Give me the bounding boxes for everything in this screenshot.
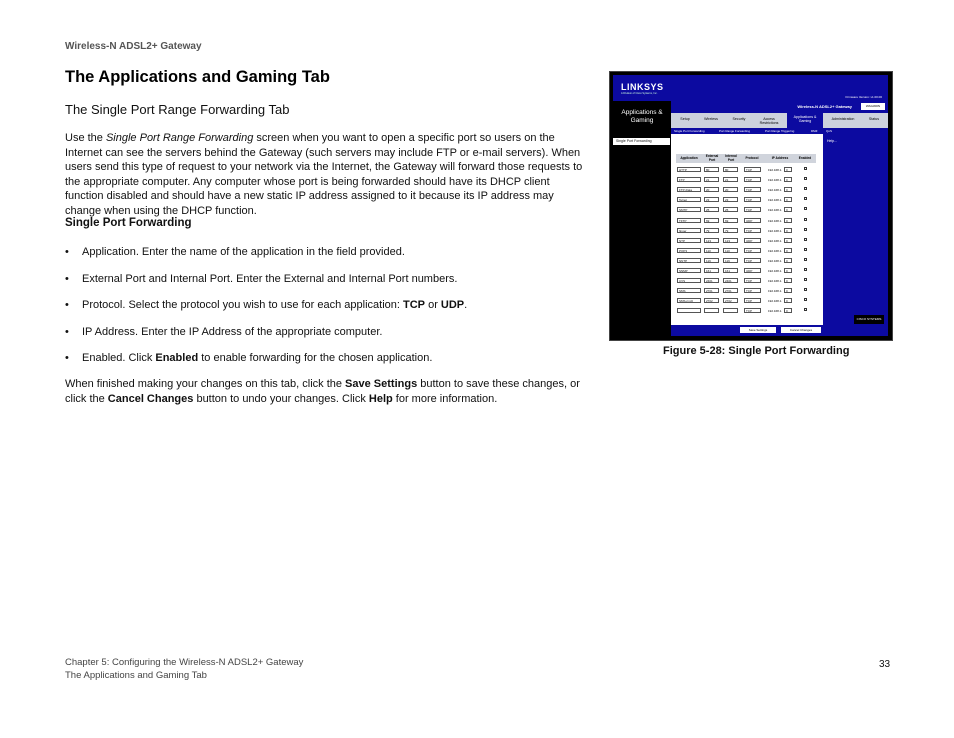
- application-input[interactable]: HTTP: [677, 167, 701, 172]
- screenshot-logo-bar: [613, 75, 888, 101]
- protocol-select[interactable]: TCP: [744, 167, 761, 172]
- application-input[interactable]: FTP-Data: [677, 187, 701, 192]
- application-input[interactable]: finger: [677, 228, 701, 233]
- enabled-checkbox[interactable]: [804, 207, 807, 210]
- subtab-port-range-forwarding[interactable]: Port Range Forwarding: [719, 129, 751, 133]
- ip-address-prefix: 192.168.1.: [768, 208, 783, 213]
- ip-address-input[interactable]: 0: [784, 207, 792, 212]
- section-label: Applications & Gaming: [621, 109, 663, 124]
- ip-address-prefix: 192.168.1.: [768, 188, 783, 193]
- intro-paragraph: Use the Single Port Range Forwarding screen when you want to open a specific port so users on the Internet can see the servers behind the Gateway (such servers may include FTP or e-mail servers). When users send this type of request to your network via the Internet, the Gateway will forward those requests to the appropriate computer. Any computer whose port is being forwarded should have its DHCP client function disabled and should have a new static IP address assigned to it because its IP address may change when using the DHCP function.: [65, 132, 583, 217]
- table-row: [676, 306, 816, 316]
- ip-address-input[interactable]: 0: [784, 298, 792, 303]
- enabled-checkbox[interactable]: [804, 278, 807, 281]
- table-row: [676, 216, 816, 226]
- protocol-select[interactable]: TCP: [744, 207, 761, 212]
- internal-port-input[interactable]: 119: [723, 258, 738, 263]
- external-port-input[interactable]: [704, 308, 719, 313]
- side-section-label: Single Port Forwarding: [613, 138, 670, 145]
- ip-address-prefix: 192.168.1.: [768, 168, 783, 172]
- running-footer: [65, 657, 303, 682]
- list-item: • Application. Enter the name of the application in the field provided.: [65, 246, 405, 258]
- save-settings-button[interactable]: Save Settings: [740, 327, 776, 333]
- ip-address-input[interactable]: 0: [784, 288, 792, 293]
- application-input[interactable]: SMS: [677, 288, 701, 293]
- application-input[interactable]: FTP: [677, 177, 701, 182]
- ip-address-prefix: 192.168.1.: [768, 279, 783, 284]
- ip-address-prefix: 192.168.1.: [768, 228, 783, 233]
- application-input[interactable]: NNTP: [677, 258, 701, 263]
- product-name: Wireless-N ADSL2+ Gateway: [797, 104, 852, 109]
- ip-address-prefix: 192.168.1.: [768, 258, 783, 263]
- table-row: [676, 205, 816, 215]
- field-description-list: [65, 245, 590, 378]
- forwarding-table-area: [671, 134, 823, 331]
- protocol-select[interactable]: TCP: [744, 248, 761, 253]
- help-panel: [823, 134, 888, 331]
- enabled-checkbox[interactable]: [804, 268, 807, 271]
- enabled-checkbox[interactable]: [804, 177, 807, 180]
- subtab-dmz[interactable]: DMZ: [811, 129, 818, 133]
- external-port-input[interactable]: 25: [704, 207, 719, 212]
- application-input[interactable]: Telnet: [677, 197, 701, 202]
- ip-address-input[interactable]: 0: [784, 187, 792, 192]
- table-row: [676, 296, 816, 306]
- enabled-checkbox[interactable]: [804, 187, 807, 190]
- enabled-checkbox[interactable]: [804, 228, 807, 231]
- enabled-checkbox[interactable]: [804, 248, 807, 251]
- external-port-input[interactable]: 110: [704, 248, 719, 253]
- table-row: [676, 246, 816, 256]
- internal-port-input[interactable]: [723, 308, 738, 313]
- enabled-checkbox[interactable]: [804, 308, 807, 311]
- ip-address-prefix: 192.168.1.: [768, 269, 783, 273]
- col-protocol: Protocol: [745, 156, 759, 160]
- subtab-qos[interactable]: QoS: [826, 129, 833, 133]
- ip-address-input[interactable]: 0: [784, 197, 792, 202]
- tab-setup[interactable]: Setup: [680, 117, 690, 121]
- protocol-select[interactable]: TCP: [744, 228, 761, 233]
- internal-port-input[interactable]: 110: [723, 248, 738, 253]
- page-title: The Applications and Gaming Tab: [65, 68, 330, 86]
- col-external-port: External Port: [705, 154, 719, 162]
- tab-status[interactable]: Status: [868, 117, 880, 121]
- table-row: [676, 185, 816, 195]
- internal-port-input[interactable]: 2702: [723, 298, 738, 303]
- external-port-input[interactable]: 23: [704, 197, 719, 202]
- ip-address-input[interactable]: 0: [784, 177, 792, 182]
- application-input[interactable]: SNMP: [677, 268, 701, 273]
- table-row: [676, 266, 816, 276]
- external-port-input[interactable]: 21: [704, 177, 719, 182]
- internal-port-input[interactable]: 69: [723, 218, 738, 223]
- external-port-input[interactable]: 20: [704, 187, 719, 192]
- table-row: [676, 195, 816, 205]
- external-port-input[interactable]: 119: [704, 258, 719, 263]
- internal-port-input[interactable]: 123: [723, 238, 738, 243]
- tab-wireless[interactable]: Wireless: [704, 117, 718, 121]
- protocol-select[interactable]: TCP: [744, 177, 761, 182]
- external-port-input[interactable]: 161: [704, 268, 719, 273]
- internal-port-input[interactable]: 21: [723, 177, 738, 182]
- internal-port-input[interactable]: 161: [723, 268, 738, 273]
- linksys-logo: LINKSYS: [621, 82, 664, 92]
- enabled-checkbox[interactable]: [804, 197, 807, 200]
- external-port-input[interactable]: 2702: [704, 298, 719, 303]
- closing-paragraph: When finished making your changes on this tab, click the Save Settings button to save these changes, or click the Cancel Changes button to undo your changes. Click Help for more information.: [65, 378, 580, 405]
- page-number: 33: [879, 659, 891, 670]
- protocol-select[interactable]: UDP: [744, 268, 761, 273]
- enabled-checkbox[interactable]: [804, 218, 807, 221]
- protocol-select[interactable]: TCP: [744, 288, 761, 293]
- enabled-checkbox[interactable]: [804, 238, 807, 241]
- ip-address-input[interactable]: 0: [784, 218, 792, 223]
- section-title: Single Port Forwarding: [65, 217, 192, 229]
- application-input[interactable]: TFTP: [677, 218, 701, 223]
- tab-security[interactable]: Security: [732, 117, 746, 121]
- ip-address-input[interactable]: 0: [784, 228, 792, 233]
- page-subtitle: The Single Port Range Forwarding Tab: [65, 102, 290, 117]
- figure-screenshot: [609, 71, 893, 341]
- enabled-checkbox[interactable]: [804, 298, 807, 301]
- protocol-select[interactable]: TCP: [744, 278, 761, 283]
- running-header: Wireless-N ADSL2+ Gateway: [65, 41, 202, 52]
- cancel-changes-button[interactable]: Cancel Changes: [781, 327, 821, 333]
- internal-port-input[interactable]: 25: [723, 207, 738, 212]
- tab-applications-gaming[interactable]: Applications & Gaming: [787, 113, 823, 128]
- protocol-select[interactable]: TCP: [744, 308, 761, 313]
- ip-address-input[interactable]: 0: [784, 248, 792, 253]
- col-application: Application: [680, 156, 698, 160]
- tab-administration[interactable]: Administration: [831, 117, 855, 121]
- external-port-input[interactable]: 2701: [704, 288, 719, 293]
- ip-address-prefix: 192.168.1.: [768, 309, 783, 314]
- internal-port-input[interactable]: 23: [723, 197, 738, 202]
- product-bar: [671, 101, 888, 113]
- ip-address-prefix: 192.168.1.: [768, 299, 783, 304]
- ip-address-input[interactable]: 0: [784, 167, 792, 172]
- model-number: WAG300N: [861, 103, 885, 110]
- ip-address-prefix: 192.168.1.: [768, 238, 783, 243]
- ip-address-input[interactable]: 0: [784, 308, 792, 313]
- protocol-select[interactable]: TCP: [744, 258, 761, 263]
- subtab-single-port-forwarding[interactable]: Single Port Forwarding: [674, 129, 705, 133]
- external-port-input[interactable]: 80: [704, 167, 719, 172]
- col-internal-port: Internal Port: [725, 154, 737, 162]
- col-ip-address: IP Address: [771, 156, 789, 160]
- table-row: [676, 236, 816, 246]
- enabled-checkbox[interactable]: [804, 167, 807, 170]
- internal-port-input[interactable]: 20: [723, 187, 738, 192]
- ip-address-input[interactable]: 0: [784, 238, 792, 243]
- figure-caption: Figure 5-28: Single Port Forwarding: [663, 345, 850, 357]
- application-input[interactable]: CVS: [677, 278, 701, 283]
- help-link[interactable]: Help...: [827, 139, 838, 143]
- internal-port-input[interactable]: 79: [723, 228, 738, 233]
- subtab-port-range-triggering[interactable]: Port Range Triggering: [765, 129, 795, 133]
- ip-address-prefix: 192.168.1.: [768, 198, 783, 203]
- list-item: • Enabled. Click Enabled to enable forwarding for the chosen application.: [65, 352, 433, 364]
- table-row: [676, 276, 816, 286]
- external-port-input[interactable]: 79: [704, 228, 719, 233]
- table-row: [676, 165, 816, 175]
- external-port-input[interactable]: 69: [704, 218, 719, 223]
- protocol-select[interactable]: UDP: [744, 218, 761, 223]
- application-input[interactable]: SMTP: [677, 207, 701, 212]
- list-item: • IP Address. Enter the IP Address of the appropriate computer.: [65, 325, 383, 338]
- application-input[interactable]: SMS-rmctl: [677, 298, 701, 303]
- internal-port-input[interactable]: 2701: [723, 288, 738, 293]
- application-input[interactable]: POP3: [677, 248, 701, 253]
- ip-address-prefix: 192.168.1.: [768, 218, 783, 223]
- footer-chapter: Chapter 5: Configuring the Wireless-N ADSL2+ Gateway: [65, 657, 304, 668]
- ip-address-input[interactable]: 0: [784, 278, 792, 283]
- ip-address-prefix: 192.168.1.: [768, 248, 783, 253]
- col-enabled: Enabled: [798, 156, 812, 160]
- internal-port-input[interactable]: 80: [723, 167, 738, 172]
- protocol-select[interactable]: TCP: [744, 187, 761, 192]
- protocol-select[interactable]: UDP: [744, 238, 761, 243]
- table-row: [676, 286, 816, 296]
- tab-access-restrictions[interactable]: Access Restrictions: [759, 117, 779, 125]
- ip-address-prefix: 192.168.1.: [768, 289, 783, 294]
- protocol-select[interactable]: TCP: [744, 298, 761, 303]
- internal-port-input[interactable]: 2401: [723, 278, 738, 283]
- application-input[interactable]: NTP: [677, 238, 701, 243]
- list-item: • Protocol. Select the protocol you wish to use for each application: TCP or UDP.: [65, 299, 468, 311]
- application-input[interactable]: [677, 308, 701, 313]
- external-port-input[interactable]: 123: [704, 238, 719, 243]
- main-tabs: [671, 113, 888, 128]
- ip-address-input[interactable]: 0: [784, 268, 792, 273]
- list-item: • External Port and Internal Port. Enter the External and Internal Port numbers.: [65, 272, 458, 285]
- enabled-checkbox[interactable]: [804, 258, 807, 261]
- external-port-input[interactable]: 2401: [704, 278, 719, 283]
- protocol-select[interactable]: TCP: [744, 197, 761, 202]
- table-row: [676, 175, 816, 185]
- table-row: [676, 226, 816, 236]
- enabled-checkbox[interactable]: [804, 288, 807, 291]
- firmware-version: Firmware Version: v1.00.00: [845, 95, 882, 99]
- linksys-logo-sub: A Division of Cisco Systems, Inc.: [621, 92, 658, 95]
- ip-address-input[interactable]: 0: [784, 258, 792, 263]
- footer-section: The Applications and Gaming Tab: [65, 669, 207, 681]
- table-row: [676, 256, 816, 266]
- ip-address-prefix: 192.168.1.: [768, 178, 783, 183]
- cisco-logo: CISCO SYSTEMS: [854, 315, 884, 324]
- button-bar: [671, 325, 888, 336]
